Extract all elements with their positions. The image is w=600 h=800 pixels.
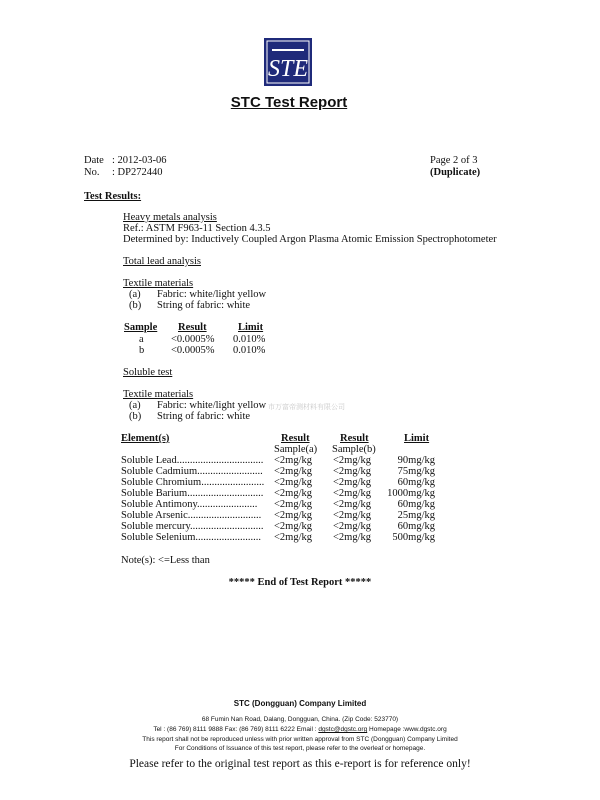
limit-value: 25mg/kg xyxy=(397,510,435,521)
footer-contact xyxy=(0,726,600,733)
element-name: Soluble Antimony....................... xyxy=(121,499,258,510)
limit-value: 60mg/kg xyxy=(397,499,435,510)
test-results-heading: Test Results: xyxy=(84,191,142,202)
element-name: Soluble Cadmium......................... xyxy=(121,466,263,477)
result-a: <2mg/kg xyxy=(274,510,313,521)
result-b: <2mg/kg xyxy=(333,477,372,488)
result-b: <2mg/kg xyxy=(333,510,372,521)
number-value: : DP272440 xyxy=(112,167,163,178)
result-b: <2mg/kg xyxy=(333,455,372,466)
page-number: Page 2 of 3 xyxy=(430,155,478,166)
soluble-materials-heading: Textile materials xyxy=(123,389,194,400)
limit-value: 500mg/kg xyxy=(392,532,435,543)
total-lead-result: <0.0005% xyxy=(171,345,215,356)
soluble-col-result-a: Result xyxy=(281,433,310,444)
soluble-sub-sample-b: Sample(b) xyxy=(332,444,376,455)
reference-notice: Please refer to the original test report as this e-report is for reference only! xyxy=(129,758,471,770)
material-mark: (b) xyxy=(129,300,142,311)
soluble-col-limit: Limit xyxy=(404,433,430,444)
footer-address: 68 Fumin Nan Road, Dalang, Dongguan, China. (Zip Code: 523770) xyxy=(201,716,399,723)
total-lead-col-limit: Limit xyxy=(238,322,264,333)
result-a: <2mg/kg xyxy=(274,532,313,543)
result-a: <2mg/kg xyxy=(274,466,313,477)
total-lead-limit: 0.010% xyxy=(233,345,266,356)
report-title: STC Test Report xyxy=(230,94,348,111)
heavy-metals-ref: Ref.: ASTM F963-11 Section 4.3.5 xyxy=(123,223,271,234)
total-lead-limit: 0.010% xyxy=(233,334,266,345)
soluble-col-result-b: Result xyxy=(340,433,369,444)
result-a: <2mg/kg xyxy=(274,477,313,488)
material-description: Fabric: white/light yellow xyxy=(157,400,267,411)
note-text: Note(s): <=Less than xyxy=(121,555,210,566)
result-b: <2mg/kg xyxy=(333,499,372,510)
result-a: <2mg/kg xyxy=(274,455,313,466)
date-label: Date xyxy=(84,155,104,166)
material-mark: (b) xyxy=(129,411,142,422)
number-label: No. xyxy=(84,167,100,178)
soluble-col-element: Element(s) xyxy=(121,433,170,444)
date-value: : 2012-03-06 xyxy=(112,155,167,166)
heavy-metals-heading: Heavy metals analysis xyxy=(123,212,217,223)
svg-text:STE: STE xyxy=(267,56,309,82)
total-lead-col-result: Result xyxy=(178,322,207,333)
material-mark: (a) xyxy=(129,400,141,411)
total-lead-heading: Total lead analysis xyxy=(123,256,201,267)
stc-logo xyxy=(264,38,312,86)
result-b: <2mg/kg xyxy=(333,521,372,532)
material-description: String of fabric: white xyxy=(157,411,251,422)
total-lead-sample: a xyxy=(139,334,144,345)
soluble-sub-sample-a: Sample(a) xyxy=(274,444,318,455)
result-b: <2mg/kg xyxy=(333,488,372,499)
material-description: Fabric: white/light yellow xyxy=(157,289,267,300)
material-mark: (a) xyxy=(129,289,141,300)
soluble-test-heading: Soluble test xyxy=(123,367,173,378)
footer-disclaimer-1: This report shall not be reproduced unless with prior written approval from STC (Dongguan) Company Limited xyxy=(142,736,458,743)
element-name: Soluble Arsenic............................ xyxy=(121,510,262,521)
element-name: Soluble Lead................................. xyxy=(121,455,264,466)
stc-logo-graphic xyxy=(264,38,312,86)
material-description: String of fabric: white xyxy=(157,300,251,311)
result-b: <2mg/kg xyxy=(333,466,372,477)
footer-email-link[interactable]: dgstc@dgstc.org xyxy=(318,726,368,733)
footer-contact-suffix: Homepage :www.dgstc.org xyxy=(367,726,447,733)
total-lead-result: <0.0005% xyxy=(171,334,215,345)
limit-value: 60mg/kg xyxy=(397,477,435,488)
element-name: Soluble mercury............................ xyxy=(121,521,264,532)
limit-value: 90mg/kg xyxy=(397,455,435,466)
duplicate-mark: (Duplicate) xyxy=(430,167,481,178)
total-lead-materials-heading: Textile materials xyxy=(123,278,194,289)
footer-disclaimer-2: For Conditions of Issuance of this test report, please refer to the overleaf or homepage. xyxy=(174,745,426,752)
element-name: Soluble Barium............................. xyxy=(121,488,264,499)
element-name: Soluble Chromium........................ xyxy=(121,477,265,488)
result-a: <2mg/kg xyxy=(274,488,313,499)
heavy-metals-method: Determined by: Inductively Coupled Argon Plasma Atomic Emission Spectrophotometer xyxy=(123,234,497,245)
footer-contact-prefix: Tel : (86 769) 8111 9888 Fax: (86 769) 8111 6222 Email : xyxy=(153,726,319,733)
total-lead-sample: b xyxy=(139,345,145,356)
result-b: <2mg/kg xyxy=(333,532,372,543)
result-a: <2mg/kg xyxy=(274,499,313,510)
result-a: <2mg/kg xyxy=(274,521,313,532)
limit-value: 60mg/kg xyxy=(397,521,435,532)
element-name: Soluble Selenium......................... xyxy=(121,532,261,543)
end-of-report: ***** End of Test Report ***** xyxy=(228,577,372,588)
limit-value: 75mg/kg xyxy=(397,466,435,477)
limit-value: 1000mg/kg xyxy=(387,488,435,499)
footer-company: STC (Dongguan) Company Limited xyxy=(233,699,367,708)
watermark-text: 市万富帝测材料有限公司 xyxy=(268,403,345,411)
total-lead-col-sample: Sample xyxy=(124,322,158,333)
